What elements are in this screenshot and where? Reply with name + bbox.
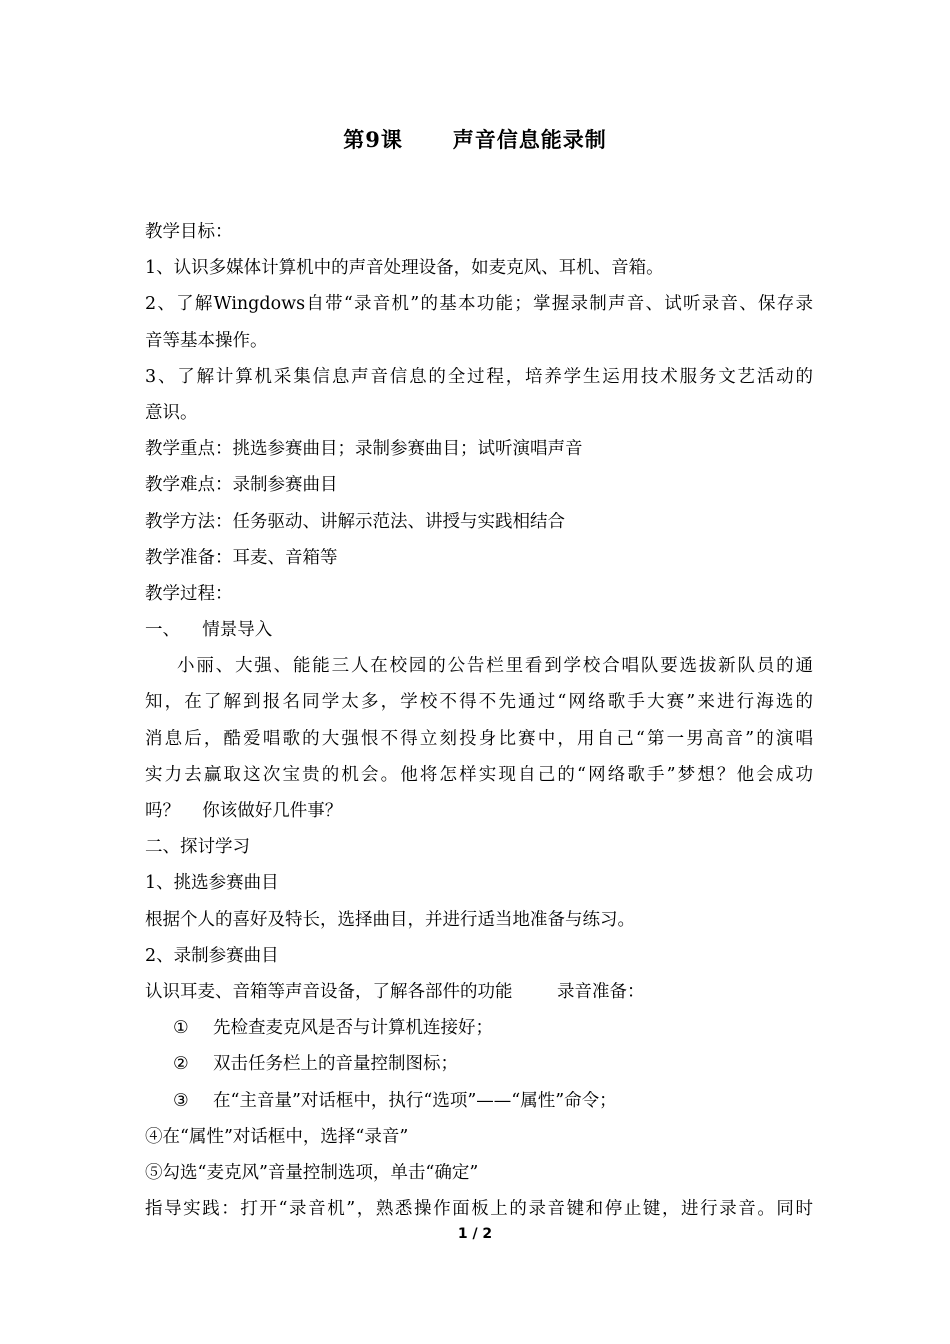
text-line: 教学难点：录制参赛曲目 xyxy=(145,475,338,496)
step-number: ③ xyxy=(173,1090,189,1111)
text-line: 意识。 xyxy=(145,402,198,423)
text-line: 知，在了解到报名同学太多，学校不得不先通过“网络歌手大赛”来进行海选的 xyxy=(145,692,813,713)
step-number: ② xyxy=(173,1054,189,1075)
step-text: 先检查麦克风是否与计算机连接好； xyxy=(213,1018,493,1039)
text-line: ④在“属性”对话框中，选择“录音” xyxy=(145,1126,409,1147)
text-line: 教学目标： xyxy=(145,222,233,242)
text-line: 消息后，酷爱唱歌的大强恨不得立刻投身比赛中，用自己“第一男高音”的演唱 xyxy=(145,728,813,749)
text-line: 教学方法：任务驱动、讲解示范法、讲授与实践相结合 xyxy=(145,511,565,532)
step-number: ① xyxy=(173,1018,189,1039)
text-line: 认识耳麦、音箱等声音设备，了解各部件的功能 录音准备： xyxy=(145,981,645,1002)
text-line: 音等基本操作。 xyxy=(145,330,268,351)
step-text: 双击任务栏上的音量控制图标； xyxy=(213,1054,458,1075)
text-line: ⑤勾选“麦克风”音量控制选项，单击“确定” xyxy=(145,1162,479,1183)
text-line: 实力去赢取这次宝贵的机会。他将怎样实现自己的“网络歌手”梦想？他会成功 xyxy=(145,764,813,785)
text-line: 教学重点：挑选参赛曲目；录制参赛曲目；试听演唱声音 xyxy=(145,439,583,460)
text-line: 根据个人的喜好及特长，选择曲目，并进行适当地准备与练习。 xyxy=(145,909,635,930)
page-title: 第9课 声音信息能录制 xyxy=(343,127,607,152)
text-line: 吗？ 你该做好几件事？ xyxy=(145,801,343,821)
step-item xyxy=(145,1083,813,1119)
text-line: 教学过程： xyxy=(145,583,233,604)
text-line: 1、挑选参赛曲目 xyxy=(145,873,279,894)
text-line: 2、录制参赛曲目 xyxy=(145,945,279,966)
step-item xyxy=(145,1010,813,1046)
text-line: 指导实践：打开“录音机”，熟悉操作面板上的录音键和停止键，进行录音。同时 xyxy=(145,1199,813,1220)
text-line: 1、认识多媒体计算机中的声音处理设备，如麦克风、耳机、音箱。 xyxy=(145,258,664,279)
document-body xyxy=(145,214,813,1227)
page-number: 1 / 2 xyxy=(457,1226,493,1242)
section-heading: 一、 情景导入 xyxy=(145,620,273,641)
step-item xyxy=(145,1046,813,1082)
step-text: 在“主音量”对话框中，执行“选项”——“属性”命令； xyxy=(213,1090,617,1111)
text-line: 3、了解计算机采集信息声音信息的全过程，培养学生运用技术服务文艺活动的 xyxy=(145,366,813,387)
text-line: 2、了解Wingdows自带“录音机”的基本功能；掌握录制声音、试听录音、保存录 xyxy=(145,294,813,315)
section-heading: 二、探讨学习 xyxy=(145,837,250,858)
text-line: 教学准备：耳麦、音箱等 xyxy=(145,547,338,568)
text-line: 小丽、大强、能能三人在校园的公告栏里看到学校合唱队要选拔新队员的通 xyxy=(177,656,813,677)
